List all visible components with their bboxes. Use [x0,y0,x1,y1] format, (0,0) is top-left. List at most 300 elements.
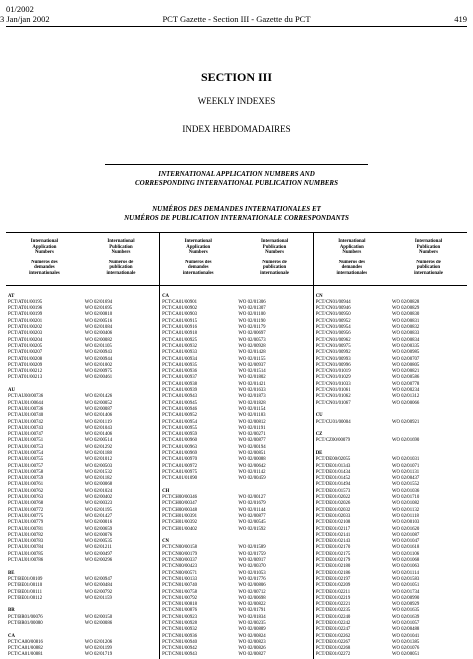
application-number: PCT/CH01/00392 [162,520,198,526]
application-number: PCT/DE01/02272 [315,652,351,658]
application-number: PCT/CH00/00348 [162,507,198,513]
publication-number: WO 02/01635 [391,608,420,614]
application-number: PCT/AU01/00742 [8,419,44,425]
application-number: PCT/CA01/00935 [162,362,198,368]
publication-number: WO 02/01132 [391,507,420,513]
application-number: PCT/CA01/00902 [162,306,198,312]
application-number: PCT/AT01/00213 [8,375,43,381]
publication-number: WO 02/00296 [84,558,113,564]
application-number: PCT/DE01/02242 [315,621,351,626]
publication-number: WO 02/01082 [391,501,420,507]
publication-number: WO 02/01105 [84,343,112,349]
publication-number: WO 02/00829 [391,306,420,312]
application-number: PCT/CA01/00955 [162,425,198,431]
application-number: PCT/DE01/02219 [315,595,351,601]
publication-number: WO 02/01068 [391,558,420,564]
publication-number: WO 02/00792 [84,589,113,595]
application-number: PCT/CH00/00346 [162,495,198,501]
publication-number: WO 02/00545 [238,520,266,526]
application-number: PCT/DE01/02240 [315,614,351,620]
issue-number: 01/2002 [6,4,34,14]
publication-number: WO 02/00573 [238,337,266,343]
publication-number: WO 02/00990 [391,595,420,601]
application-number: PCT/AT01/00203 [8,331,43,337]
application-number: PCT/CN01/00946 [315,306,351,312]
publication-number: WO 02/00928 [238,343,266,349]
weekly-indexes-fr: INDEX HEBDOMADAIRES [182,124,291,134]
publication-number: WO 02/01428 [238,350,266,356]
country-code: BR [8,608,15,614]
application-number: PCT/AU01/00782 [8,532,44,538]
publication-number: WO 02/00076 [84,532,113,538]
application-number: PCT/DE01/02033 [315,513,351,519]
application-number: PCT/CA01/00960 [162,438,198,444]
application-number: PCT/CA01/00915 [162,318,198,324]
publication-number: WO 02/01106 [391,551,420,557]
publication-number: WO 02/00066 [391,400,420,406]
publication-number: WO 02/00832 [391,325,420,331]
publication-number: WO 02/00826 [238,646,266,652]
application-number: PCT/CA01/00925 [162,337,198,343]
application-number: PCT/AU01/00781 [8,526,44,532]
publication-number: WO 02/01211 [84,545,112,551]
column-header-fr-row [6,260,467,285]
block-1-publications [83,285,160,659]
application-number: PCT/CN01/00943 [162,652,198,658]
publication-number: WO 02/01583 [391,576,420,582]
publication-number: WO 02/00586 [391,375,420,381]
publication-number: WO 02/00127 [238,495,266,501]
application-number: PCT/CA01/00946 [162,406,198,412]
application-number: PCT/CN01/00942 [162,646,198,652]
application-number: PCT/CA01/00945 [162,400,198,406]
application-number: PCT/CN01/00936 [162,633,198,639]
application-number: PCT/DE01/02267 [315,639,351,645]
application-number: PCT/DE01/02141 [315,532,351,538]
publication-number: WO 02/01791 [238,608,266,614]
gazette-title-text: PCT Gazette - Section III - Gazette du PCT [162,14,311,24]
index-body-row [6,285,467,659]
publication-number: WO 02/01076 [391,646,420,652]
application-number: PCT/DE01/01343 [315,463,351,469]
application-number: PCT/AU01/00775 [8,513,44,519]
publication-number: WO 02/01031 [391,457,420,463]
application-number: PCT/CN01/00952 [315,318,351,324]
publication-number: WO 02/01633 [238,388,266,394]
publication-number: WO 02/01618 [391,545,420,551]
application-number: PCT/CN01/01062 [315,394,351,400]
col-app-fr: Numéros des demandes internationales [313,260,390,285]
publication-number: WO 02/00488 [391,627,420,633]
publication-number: WO 02/01012 [84,457,113,463]
publication-number: WO 02/01071 [391,463,420,469]
publication-number: WO 02/01426 [84,394,113,400]
publication-number: WO 02/01182 [84,476,112,482]
application-number: PCT/CA01/00975 [162,469,198,475]
application-number: PCT/DE01/02026 [315,501,351,507]
publication-number: WO 02/01144 [238,507,266,513]
application-number: PCT/CA01/00959 [162,432,198,438]
publication-number: WO 02/00831 [391,318,420,324]
application-number: PCT/CN00/00179 [162,551,198,557]
publication-number: WO 02/00712 [238,589,266,595]
application-number: PCT/DE01/01452 [315,476,351,482]
publication-number: WO 02/00823 [238,639,266,645]
publication-number: WO 02/01514 [238,369,266,375]
application-number: PCT/CA01/00916 [162,325,198,331]
application-number: PCT/DE01/01434 [315,469,351,475]
application-number: PCT/CN01/00792 [162,595,198,601]
application-number: PCT/CU01/00004 [315,419,351,425]
application-number: PCT/CH00/00347 [162,501,198,507]
publication-number: WO 02/00947 [84,576,113,582]
application-number: PCT/CN01/00975 [315,343,351,349]
application-number: PCT/DE01/02268 [315,646,351,652]
country-code: CN [162,539,170,545]
title-rule [105,164,368,165]
publication-number: WO 02/00937 [238,362,266,368]
publication-number: WO 02/00944 [84,356,113,362]
publication-number: WO 02/00402 [84,495,113,501]
application-number: PCT/CA01/00938 [162,381,198,387]
application-number: PCT/CN00/00423 [162,564,198,570]
application-number: PCT/CN01/00923 [162,614,198,620]
application-number: PCT/CN01/00954 [315,325,351,331]
publication-number: WO 02/01051 [391,583,420,589]
publication-number: WO 02/01119 [84,419,112,425]
application-number: PCT/AU01/00783 [8,539,44,545]
application-number: PCT/CA01/00903 [162,312,198,318]
application-number: PCT/AT01/00208 [8,356,43,362]
publication-number: WO 02/00833 [391,331,420,337]
col-app-fr: Numéros des demandes internationales [160,260,237,285]
index-table [6,232,467,659]
application-number: PCT/DE01/02186 [315,570,351,576]
publication-number: WO 02/00806 [238,583,266,589]
application-number: PCT/CA01/00952 [162,413,198,419]
application-number: PCT/CN01/00928 [162,621,198,626]
publication-number: WO 02/00810 [84,312,113,318]
col-pub-en: International Publication Numbers [236,233,313,260]
application-number: PCT/CN01/00956 [315,331,351,337]
application-number: PCT/CN01/01019 [315,369,351,375]
application-number: PCT/AT01/00195 [8,299,43,305]
application-number: PCT/AT01/00209 [8,362,43,368]
publication-number: WO 02/00943 [84,350,113,356]
country-code: CA [8,633,15,639]
publication-number: WO 02/01694 [84,299,113,305]
publication-number: WO 02/01183 [238,413,266,419]
application-number: PCT/DE01/02179 [315,558,351,564]
application-number: PCT/CA01/01090 [162,476,198,482]
publication-number: WO 02/01710 [391,495,420,501]
application-number: PCT/CN00/00571 [162,570,198,576]
publication-number: WO 02/00335 [391,343,420,349]
application-number: PCT/CA01/00881 [8,652,43,658]
publication-number: WO 02/01834 [238,614,266,620]
publication-number: WO 02/00877 [238,438,266,444]
application-number: PCT/CN01/00740 [162,583,198,589]
publication-number: WO 02/00194 [238,444,266,450]
application-number: PCT/CA01/00972 [162,463,198,469]
application-number: PCT/AU01/00761 [8,482,44,488]
gazette-title [0,14,473,24]
application-number: PCT/DE01/02170 [315,545,351,551]
country-code: DE [315,450,323,456]
application-number: PCT/AT01/00202 [8,325,43,331]
application-number: PCT/CA01/00943 [162,394,198,400]
application-number: PCT/DE01/02235 [315,608,351,614]
application-number: PCT/CN01/00758 [162,589,198,595]
application-number: PCT/AU01/00772 [8,507,44,513]
publication-number: WO 02/01719 [84,652,113,658]
application-number: PCT/BE01/00111 [8,589,43,595]
publication-number: WO 02/01592 [238,526,266,532]
publication-number: WO 02/00234 [391,388,420,394]
application-number: PCT/CA01/00934 [162,356,198,362]
publication-number: WO 02/00484 [84,583,113,589]
publication-number: WO 02/01873 [238,394,266,400]
application-number: PCT/AU01/00786 [8,558,44,564]
publication-number: WO 02/01639 [391,614,420,620]
application-number: PCT/CA01/00969 [162,450,198,456]
application-number: PCT/DE01/02211 [315,589,351,595]
publication-number: WO 02/00437 [391,476,420,482]
col-pub-en: International Publication Numbers [83,233,160,260]
publication-number: WO 02/01734 [391,589,420,595]
application-number: PCT/AU00/00736 [8,394,44,400]
publication-number: WO 02/01188 [84,450,112,456]
publication-number: WO 02/01179 [238,325,266,331]
publication-number: WO 02/01100 [238,312,266,318]
application-number: PCT/DE01/01494 [315,482,351,488]
application-number: PCT/DE01/02247 [315,627,351,633]
publication-number: WO 02/01532 [84,469,113,475]
application-number: PCT/DE01/01573 [315,488,351,494]
publication-number: WO 02/00822 [238,602,266,608]
application-number: PCT/CA01/00937 [162,375,198,381]
publication-number: WO 02/01047 [391,539,420,545]
application-number: PCT/CA01/00918 [162,331,198,337]
publication-number: WO 02/01312 [391,394,420,400]
publication-number: WO 02/01043 [84,425,113,431]
publication-number: WO 02/01159 [84,595,112,601]
application-number: PCT/AU01/00758 [8,469,44,475]
publication-number: WO 02/01084 [84,325,113,331]
application-number: PCT/AU01/00753 [8,444,44,450]
publication-number: WO 02/00889 [238,627,266,633]
application-number: PCT/CN00/00337 [162,558,198,564]
issue-header [6,4,34,14]
weekly-indexes-en: WEEKLY INDEXES [197,96,276,106]
application-number: PCT/AU01/00747 [8,432,44,438]
col-app-en: International Application Numbers [313,233,390,260]
publication-number: WO 02/00697 [238,331,266,337]
publication-number: WO 02/00812 [238,419,266,425]
application-number: PCT/CN01/00818 [162,602,198,608]
col-pub-en: International Publication Numbers [390,233,467,260]
application-number: PCT/CN01/01029 [315,375,351,381]
publication-number: WO 02/01385 [391,639,420,645]
application-number: PCT/AU01/00754 [8,450,44,456]
publication-number: WO 02/01406 [84,413,113,419]
application-number: PCT/DE01/02180 [315,564,351,570]
application-number: PCT/CN01/01067 [315,400,351,406]
application-number: PCT/AU01/00740 [8,413,44,419]
application-number: PCT/CA01/00882 [8,646,43,652]
column-header-en-row [6,233,467,260]
application-number: PCT/CN01/00950 [315,312,351,318]
table-title-en-line: INTERNATIONAL APPLICATION NUMBERS AND [158,170,315,178]
publication-number: WO 02/01024 [84,488,113,494]
publication-number: WO 02/01828 [238,400,266,406]
application-number: PCT/CN01/00962 [315,337,351,343]
publication-number: WO 02/00827 [238,652,266,658]
application-number: PCT/BE01/00112 [8,595,43,601]
publication-number: WO 02/01195 [84,507,112,513]
application-number: PCT/AU01/00736 [8,406,44,412]
issue-date: 3 Jan/jan 2002 [0,14,50,24]
country-code: AU [8,388,15,394]
application-number: PCT/DE01/02143 [315,539,351,545]
publication-number: WO 02/01552 [391,482,420,488]
application-number: PCT/AT01/00199 [8,312,43,318]
publication-number: WO 02/01199 [84,646,112,652]
publication-number: WO 02/00271 [238,432,266,438]
application-number: PCT/CN01/01061 [315,388,351,394]
publication-number: WO 02/01002 [84,362,113,368]
application-number: PCT/BR01/00080 [8,621,43,626]
application-number: PCT/DE00/02055 [315,457,351,463]
publication-number: WO 02/01118 [391,513,419,519]
application-number: PCT/DE01/02108 [315,520,351,526]
application-number: PCT/AU01/00784 [8,545,44,551]
publication-number: WO 02/00497 [84,551,113,557]
application-number: PCT/AU01/00768 [8,501,44,507]
publication-number: WO 02/00088 [238,457,266,463]
publication-number: WO 02/01406 [84,432,113,438]
publication-number: WO 02/00921 [391,419,420,425]
country-code: CN [315,293,323,299]
publication-number: WO 02/01421 [238,381,266,387]
publication-number: WO 02/01087 [391,532,420,538]
country-code: AT [8,293,15,299]
application-number: PCT/CN00/00158 [162,545,198,551]
publication-number: WO 02/01589 [238,545,266,551]
publication-number: WO 02/00659 [84,526,113,532]
publication-number: WO 02/00851 [238,450,266,456]
publication-number: WO 02/00778 [391,381,420,387]
publication-number: WO 02/01041 [391,633,420,639]
application-number: PCT/CA01/00939 [162,388,198,394]
application-number: PCT/CN01/01033 [315,381,351,387]
publication-number: WO 02/00503 [84,463,113,469]
publication-number: WO 02/01690 [391,438,420,444]
application-number: PCT/DE01/02209 [315,583,351,589]
application-number: PCT/AU01/00743 [8,425,44,431]
publication-number: WO 02/01427 [84,513,113,519]
application-number: PCT/CA01/00954 [162,419,198,425]
col-app-en: International Application Numbers [160,233,237,260]
application-number: PCT/CN01/00944 [315,299,351,305]
publication-number: WO 02/00707 [391,356,420,362]
publication-number: WO 02/01053 [238,570,266,576]
application-number: PCT/AT01/00205 [8,343,43,349]
publication-number: WO 02/01155 [238,356,266,362]
application-number: PCT/DE01/02117 [315,526,351,532]
publication-number: WO 02/01802 [238,375,266,381]
publication-number: WO 02/01776 [238,576,266,582]
application-number: PCT/CN01/00940 [162,639,198,645]
application-number: PCT/CZ00/00079 [315,438,351,444]
country-code: CH [162,488,170,494]
publication-number: WO 02/00082 [84,337,113,343]
application-number: PCT/AT01/00212 [8,369,43,375]
publication-number: WO 02/00929 [391,602,420,608]
publication-number: WO 02/01759 [238,551,266,557]
block-2-publications [236,285,313,659]
application-number: PCT/CA01/00933 [162,350,198,356]
application-number: PCT/DE01/02221 [315,602,351,608]
application-number: PCT/AT01/00207 [8,350,43,356]
application-number: PCT/AU01/00785 [8,551,44,557]
publication-number: WO 02/00459 [238,476,266,482]
publication-number: WO 02/00370 [238,564,266,570]
application-number: PCT/CN01/00876 [162,608,198,614]
col-app-fr: Numéros des demandes internationales [6,260,83,285]
publication-number: WO 02/01292 [84,444,113,450]
application-number: PCT/CN01/00932 [162,627,198,633]
publication-number: WO 02/00642 [238,463,266,469]
application-number: PCT/AT01/00204 [8,337,43,343]
application-number: PCT/AU01/00759 [8,476,44,482]
publication-number: WO 02/01307 [238,306,266,312]
col-pub-fr: Numéros de publication internationale [83,260,160,285]
application-number: PCT/CN01/00996 [315,362,351,368]
publication-number: WO 02/00698 [238,595,266,601]
publication-number: WO 02/00103 [391,520,420,526]
application-number: PCT/CN01/00993 [315,356,351,362]
application-number: PCT/AU01/00779 [8,520,44,526]
publication-number: WO 02/01306 [238,299,266,305]
application-number: PCT/DE01/02022 [315,495,351,501]
publication-number: WO 02/00535 [84,539,113,545]
publication-number: WO 02/00516 [84,318,113,324]
publication-number: WO 02/00877 [238,513,266,519]
col-app-en: International Application Numbers [6,233,83,260]
application-number: PCT/DE01/02197 [315,576,351,582]
publication-number: WO 02/00461 [84,375,113,381]
publication-number: WO 02/00068 [84,482,113,488]
publication-number: WO 02/00150 [84,614,113,620]
publication-number: WO 02/00985 [391,350,420,356]
publication-number: WO 02/00824 [238,633,266,639]
publication-number: WO 02/01191 [238,425,266,431]
application-number: PCT/CA01/00901 [162,299,198,305]
publication-number: WO 02/00087 [84,406,113,412]
publication-number: WO 02/01036 [391,488,420,494]
page-number: 419 [454,14,467,24]
application-number: PCT/CN01/00133 [162,576,198,582]
col-pub-fr: Numéros de publication internationale [236,260,313,285]
application-number: PCT/CA01/00936 [162,369,198,375]
application-number: PCT/AU01/00757 [8,463,44,469]
country-code: BE [8,570,15,576]
publication-number: WO 02/00828 [391,299,420,305]
block-2-applications [160,285,237,659]
publication-number: WO 02/01679 [238,501,266,507]
publication-number: WO 02/00830 [391,312,420,318]
